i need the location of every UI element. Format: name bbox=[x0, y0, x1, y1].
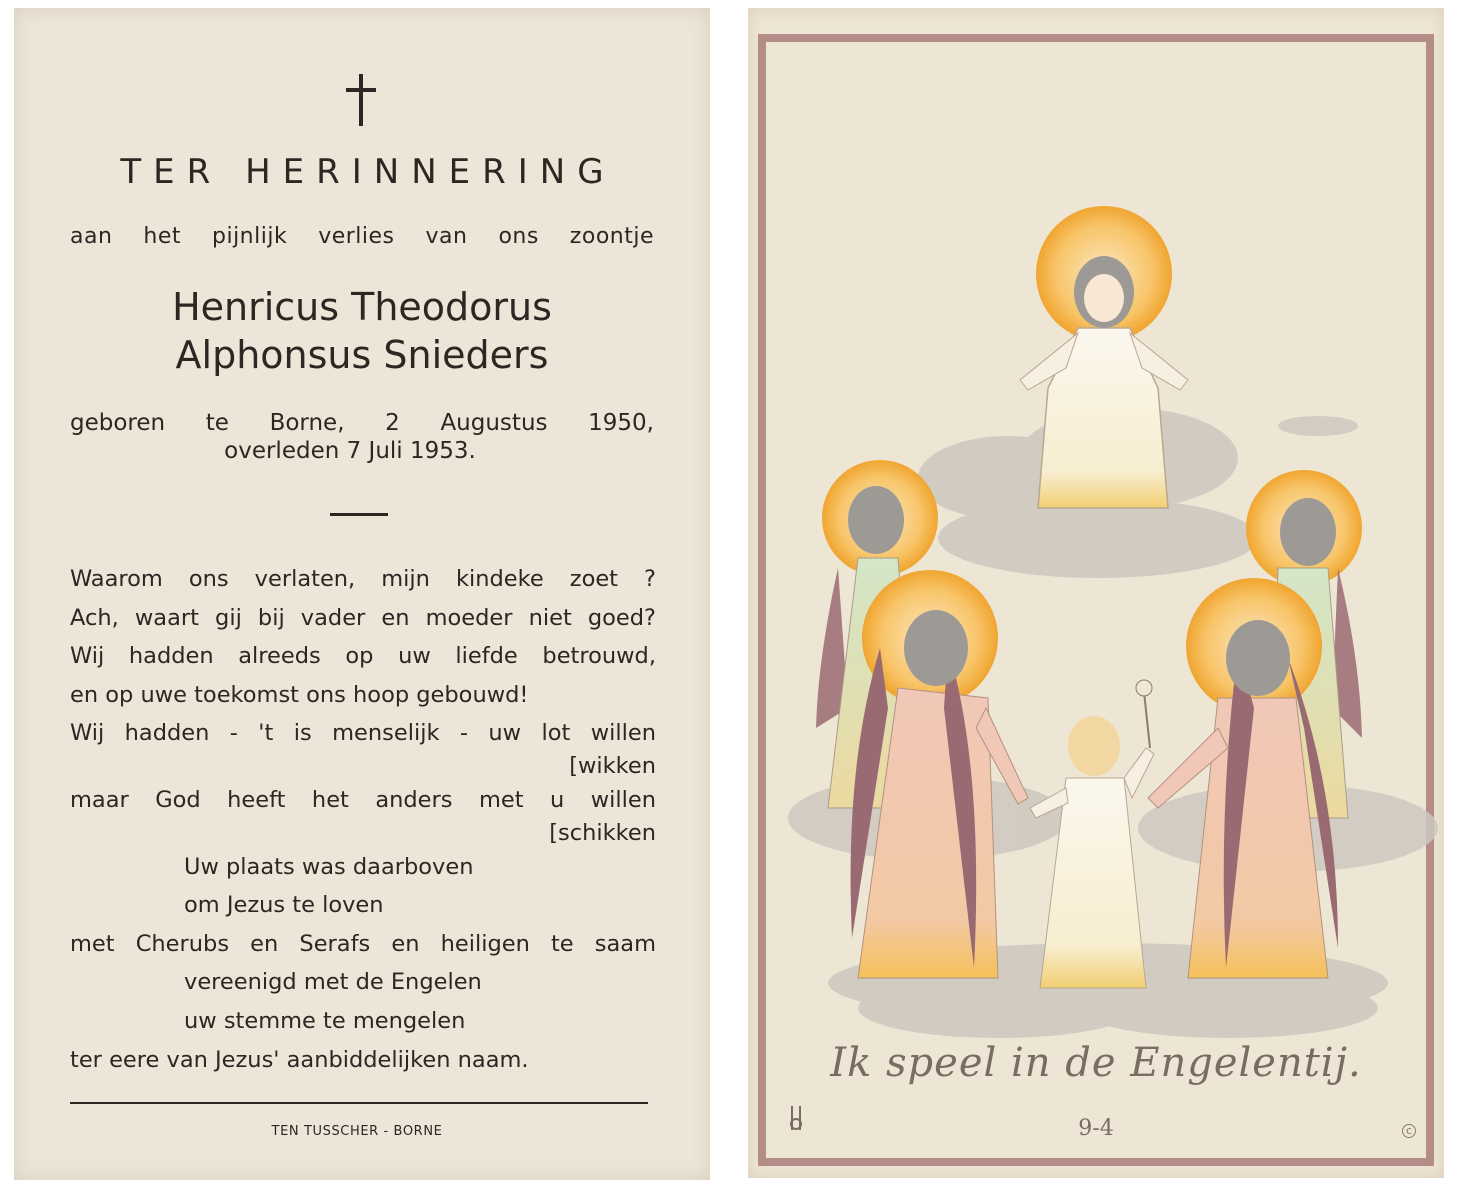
poem-line: [schikken bbox=[549, 819, 656, 846]
front-left-angel bbox=[851, 570, 1028, 978]
poem-line: en op uwe toekomst ons hoop gebouwd! bbox=[70, 681, 529, 708]
memorial-card-illustration bbox=[748, 8, 1444, 1178]
deceased-name-line2: Alphonsus Snieders bbox=[175, 333, 549, 377]
cross-icon bbox=[346, 74, 376, 126]
death-line: overleden 7 Juli 1953. bbox=[224, 438, 476, 464]
divider-long bbox=[70, 1102, 648, 1104]
poem-line: om Jezus te loven bbox=[184, 892, 384, 919]
top-angel bbox=[1020, 206, 1188, 508]
poem-line: Wij hadden - 't is menselijk - uw lot willen bbox=[70, 720, 656, 747]
divider-short bbox=[330, 513, 388, 516]
printer-credit: TEN TUSSCHER - BORNE bbox=[271, 1124, 443, 1139]
poem bbox=[70, 564, 656, 1083]
poem-line: uw stemme te mengelen bbox=[184, 1007, 466, 1034]
poem-line: vereenigd met de Engelen bbox=[184, 969, 482, 996]
poem-line: Waarom ons verlaten, mijn kindeke zoet ? bbox=[70, 566, 656, 592]
poem-line: [wikken bbox=[569, 752, 656, 779]
intro-line: aan het pijnlijk verlies van ons zoontje bbox=[70, 224, 654, 249]
memorial-card-text bbox=[14, 8, 710, 1180]
birth-line: geboren te Borne, 2 Augustus 1950, bbox=[70, 410, 654, 436]
illustration-caption: Ik speel in de Engelentij. bbox=[830, 1040, 1362, 1086]
angels-illustration bbox=[748, 8, 1444, 1178]
card-number: 9-4 bbox=[1078, 1116, 1114, 1141]
poem-line: Wij hadden alreeds op uw liefde betrouwd, bbox=[70, 643, 656, 670]
poem-line: met Cherubs en Serafs en heiligen te saam bbox=[70, 930, 656, 957]
poem-line: maar God heeft het anders met u willen bbox=[70, 786, 656, 813]
copyright-mark: c bbox=[1402, 1124, 1416, 1138]
poem-line: ter eere van Jezus' aanbiddelijken naam. bbox=[70, 1046, 529, 1073]
card-title: TER HERINNERING bbox=[120, 152, 616, 192]
deceased-name-line1: Henricus Theodorus bbox=[172, 285, 552, 329]
poem-line: Ach, waart gij bij vader en moeder niet goed? bbox=[70, 604, 656, 631]
poem-line: Uw plaats was daarboven bbox=[184, 853, 474, 880]
